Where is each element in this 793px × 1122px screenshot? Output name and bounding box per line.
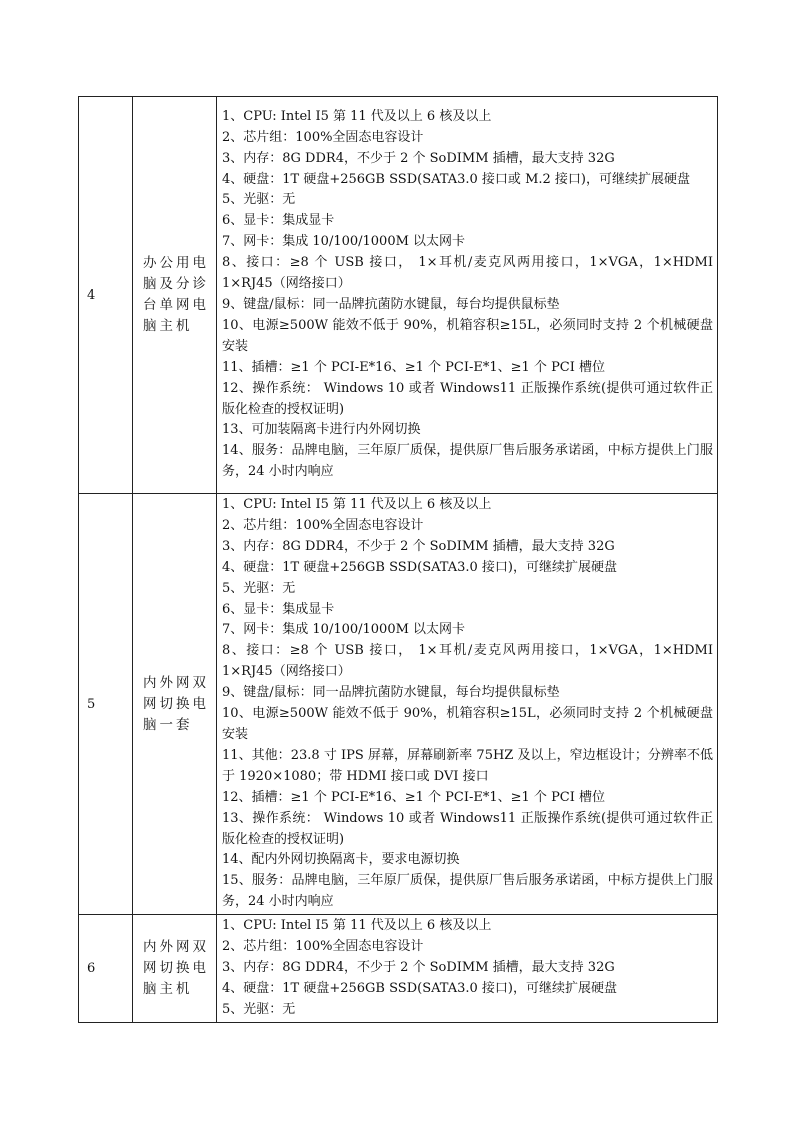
spec-line: 6、显卡：集成显卡 (222, 601, 335, 617)
spec-line: 1、CPU: Intel I5 第 11 代及以上 6 核及以上 (222, 108, 492, 124)
row-number: 6 (79, 915, 133, 1023)
spec-line: 7、网卡：集成 10/100/1000M 以太网卡 (222, 234, 466, 250)
spec-list (217, 97, 718, 494)
spec-table (78, 96, 718, 1023)
spec-line: 5、光驱：无 (222, 1001, 296, 1017)
item-name: 内外网双网切换电脑主机 (133, 915, 217, 1023)
spec-line: 12、操作系统： Windows 10 或者 Windows11 正版操作系统(提供可通过软件正版化检查的授权证明) (222, 380, 713, 417)
table-row (79, 915, 718, 1023)
spec-line: 5、光驱：无 (222, 580, 296, 596)
spec-line: 3、内存：8G DDR4，不少于 2 个 SoDIMM 插槽，最大支持 32G (222, 150, 615, 166)
spec-line: 9、键盘/鼠标：同一品牌抗菌防水键鼠，每台均提供鼠标垫 (222, 685, 560, 701)
item-name: 办公用电脑及分诊台单网电脑主机 (133, 97, 217, 494)
spec-line: 13、操作系统： Windows 10 或者 Windows11 正版操作系统(提供可通过软件正版化检查的授权证明) (222, 810, 713, 847)
spec-line: 1、CPU: Intel I5 第 11 代及以上 6 核及以上 (222, 918, 492, 934)
spec-line: 14、服务：品牌电脑，三年原厂质保，提供原厂售后服务承诺函，中标方提供上门服务，24 小时内响应 (222, 443, 713, 480)
table-row (79, 97, 718, 494)
spec-line: 5、光驱：无 (222, 192, 296, 208)
spec-line: 4、硬盘：1T 硬盘+256GB SSD(SATA3.0 接口)，可继续扩展硬盘 (222, 559, 618, 575)
spec-list (217, 915, 718, 1023)
spec-line: 12、插槽：≥1 个 PCI-E*16、≥1 个 PCI-E*1、≥1 个 PCI 槽位 (222, 789, 606, 805)
spec-line: 2、芯片组：100%全固态电容设计 (222, 939, 424, 955)
spec-line: 4、硬盘：1T 硬盘+256GB SSD(SATA3.0 接口或 M.2 接口)，可继续扩展硬盘 (222, 171, 690, 187)
spec-line: 15、服务：品牌电脑，三年原厂质保，提供原厂售后服务承诺函，中标方提供上门服务，24 小时内响应 (222, 873, 713, 910)
spec-line: 8、接口：≥8 个 USB 接口， 1×耳机/麦克风两用接口，1×VGA，1×HDMI 1×RJ45（网络接口） (222, 643, 713, 680)
spec-line: 10、电源≥500W 能效不低于 90%，机箱容积≥15L，必须同时支持 2 个机械硬盘安装 (222, 706, 713, 742)
item-name: 内外网双网切换电脑一套 (133, 494, 217, 915)
table-row (79, 494, 718, 915)
spec-line: 4、硬盘：1T 硬盘+256GB SSD(SATA3.0 接口)，可继续扩展硬盘 (222, 980, 618, 996)
spec-line: 11、其他：23.8 寸 IPS 屏幕，屏幕刷新率 75HZ 及以上，窄边框设计；分辨率不低于 1920×1080；带 HDMI 接口或 DVI 接口 (222, 747, 713, 784)
spec-line: 9、键盘/鼠标：同一品牌抗菌防水键鼠，每台均提供鼠标垫 (222, 297, 560, 312)
row-number: 5 (79, 494, 133, 915)
spec-line: 3、内存：8G DDR4，不少于 2 个 SoDIMM 插槽，最大支持 32G (222, 959, 615, 975)
spec-line: 1、CPU: Intel I5 第 11 代及以上 6 核及以上 (222, 497, 492, 512)
row-number: 4 (79, 97, 133, 494)
spec-line: 13、可加装隔离卡进行内外网切换 (222, 422, 421, 438)
spec-line: 11、插槽：≥1 个 PCI-E*16、≥1 个 PCI-E*1、≥1 个 PCI 槽位 (222, 359, 606, 375)
spec-line: 8、接口：≥8 个 USB 接口， 1×耳机/麦克风两用接口，1×VGA，1×HDMI 1×RJ45（网络接口） (222, 255, 713, 292)
spec-line: 14、配内外网切换隔离卡，要求电源切换 (222, 852, 460, 868)
spec-table-body (79, 97, 718, 1023)
spec-line: 2、芯片组：100%全固态电容设计 (222, 129, 424, 145)
spec-line: 2、芯片组：100%全固态电容设计 (222, 517, 424, 533)
spec-line: 10、电源≥500W 能效不低于 90%，机箱容积≥15L，必须同时支持 2 个机械硬盘安装 (222, 317, 713, 354)
spec-list (217, 494, 718, 915)
spec-line: 6、显卡：集成显卡 (222, 213, 335, 229)
spec-line: 3、内存：8G DDR4，不少于 2 个 SoDIMM 插槽，最大支持 32G (222, 538, 615, 554)
spec-line: 7、网卡：集成 10/100/1000M 以太网卡 (222, 622, 466, 638)
